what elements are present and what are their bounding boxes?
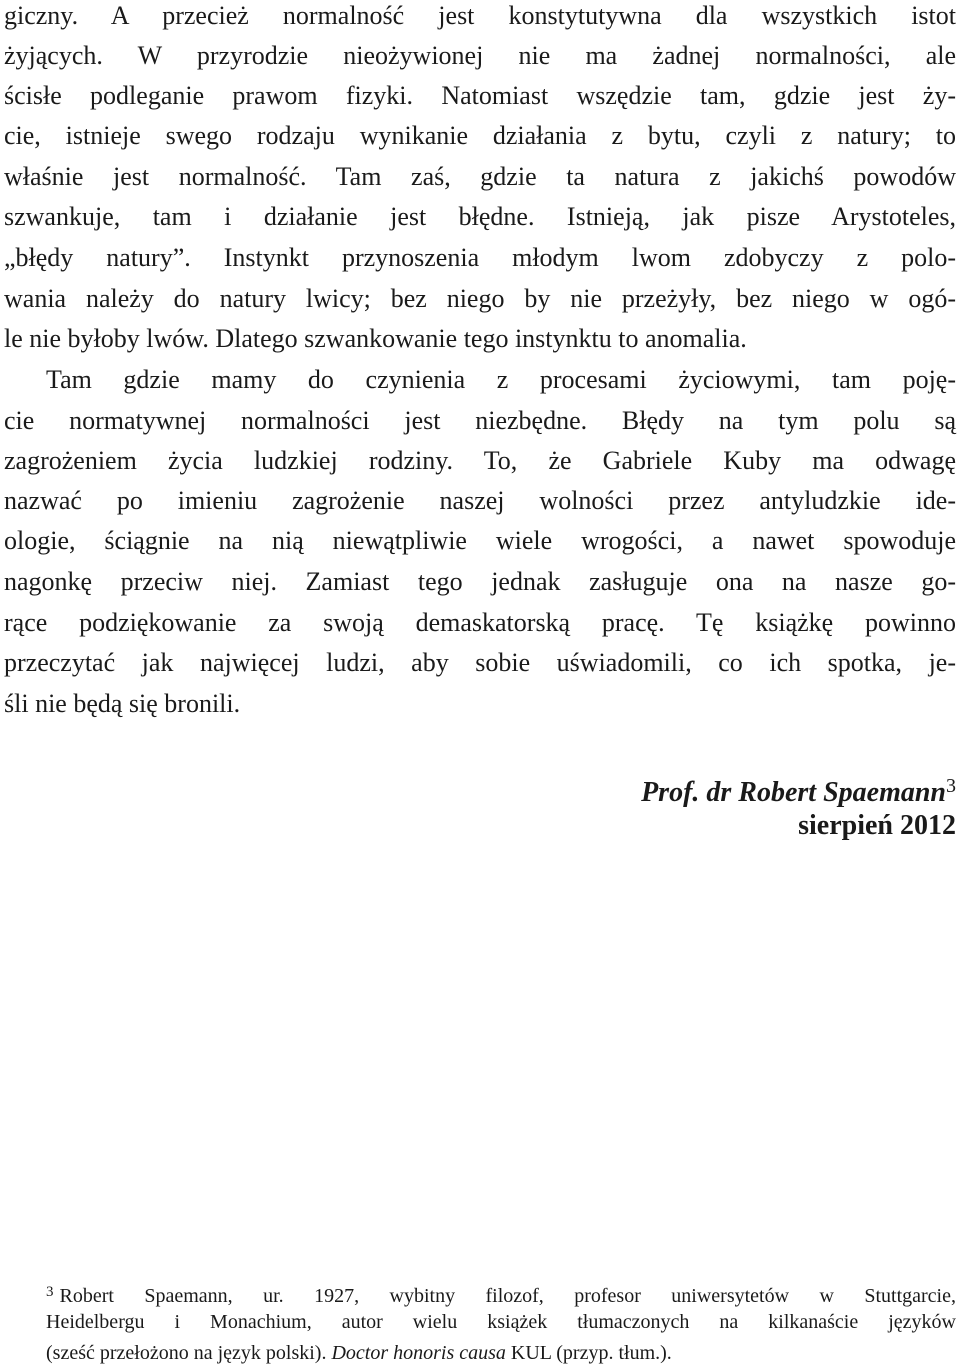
footnote-line (46, 1338, 956, 1368)
footnote-line (46, 1277, 956, 1311)
body-line: rące podziękowanie za swoją demaskatorską pracę. Tę książkę powinno (4, 608, 956, 637)
signature-author-name: Prof. dr Robert Spaemann (641, 777, 946, 808)
body-line: nazwać po imieniu zagrożenie naszej wolności przez antyludzkie ide- (4, 486, 956, 515)
body-line: ologie, ściągnie na nią niewątpliwie wiele wrogości, a nawet spowoduje (4, 526, 956, 555)
body-line: Tam gdzie mamy do czynienia z procesami życiowymi, tam poję- (46, 365, 956, 394)
footnote-text: (sześć przełożono na język polski). (46, 1342, 332, 1364)
body-line: szwankuje, tam i działanie jest błędne. Istnieją, jak pisze Arystoteles, (4, 202, 956, 231)
body-line: zagrożeniem życia ludzkiej rodziny. To, że Gabriele Kuby ma odwagę (4, 446, 956, 475)
body-line: cie normatywnej normalności jest niezbędne. Błędy na tym polu są (4, 406, 956, 435)
body-line: przeczytać jak najwięcej ludzi, aby sobie uświadomili, co ich spotka, je- (4, 648, 956, 677)
body-line: le nie byłoby lwów. Dlatego szwankowanie tego instynktu to anomalia. (4, 324, 747, 353)
footnote-italic: Doctor honoris causa (331, 1342, 506, 1364)
body-line: wania należy do natury lwicy; bez niego by nie przeżyły, bez niego w ogó- (4, 284, 956, 313)
footnote-line: Heidelbergu i Monachium, autor wielu książek tłumaczonych na kilkanaście języków (46, 1311, 956, 1333)
footnote-text: KUL (przyp. tłum.). (505, 1342, 672, 1364)
footnote-mark: 3 (46, 1284, 54, 1300)
body-line: ścisłe podleganie prawom fizyki. Natomiast wszędzie tam, gdzie jest ży- (4, 81, 956, 110)
body-line: śli nie będą się bronili. (4, 689, 241, 718)
body-line: „błędy natury”. Instynkt przynoszenia młodym lwom zdobyczy z polo- (4, 243, 956, 272)
footnote-text: Robert Spaemann, ur. 1927, wybitny filozof, profesor uniwersytetów w Stuttgarcie, (59, 1285, 956, 1307)
footnote-reference: 3 (946, 775, 956, 797)
body-line: nagonkę przeciw niej. Zamiast tego jednak zasługuje ona na nasze go- (4, 567, 956, 596)
signature-date: sierpień 2012 (798, 810, 956, 841)
body-line: cie, istnieje swego rodzaju wynikanie działania z bytu, czyli z natury; to (4, 121, 956, 150)
body-line: właśnie jest normalność. Tam zaś, gdzie ta natura z jakichś powodów (4, 162, 956, 191)
body-line: giczny. A przecież normalność jest konstytutywna dla wszystkich istot (4, 1, 956, 30)
body-line: żyjących. W przyrodzie nieożywionej nie ma żadnej normalności, ale (4, 41, 956, 70)
